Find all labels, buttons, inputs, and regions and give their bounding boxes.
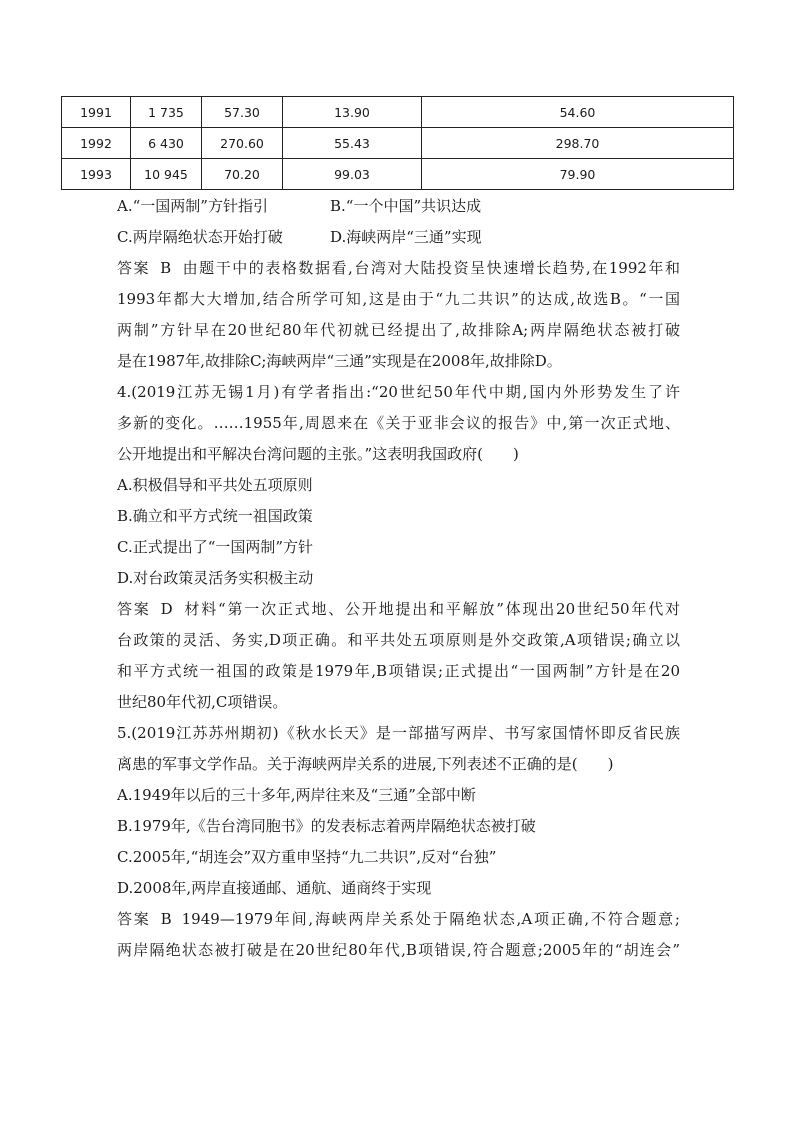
table-cell: 70.20 bbox=[202, 159, 283, 190]
table-cell: 1993 bbox=[62, 159, 131, 190]
q5-option-c: C.2005年,“胡连会”双方重申坚持“九二共识”,反对“台独” bbox=[117, 848, 497, 866]
table-cell: 57.30 bbox=[202, 97, 283, 128]
table-cell: 79.90 bbox=[422, 159, 734, 190]
q4-option-c: C.正式提出了“一国两制”方针 bbox=[117, 538, 314, 556]
table-cell: 298.70 bbox=[422, 128, 734, 159]
q4-answer bbox=[117, 599, 680, 619]
q4-stem-line: 4.(2019江苏无锡1月)有学者指出:“20世纪50年代中期,国内外形势发生了许 bbox=[117, 383, 680, 401]
table-cell: 1992 bbox=[62, 128, 131, 159]
q3-explain-line: 是在1987年,故排除C;海峡两岸“三通”实现是在2008年,故排除D。 bbox=[117, 352, 562, 370]
table-row bbox=[62, 128, 734, 159]
answer-key: B bbox=[160, 259, 172, 277]
q3-answer bbox=[117, 258, 680, 278]
table-cell: 54.60 bbox=[422, 97, 734, 128]
q4-option-a: A.积极倡导和平共处五项原则 bbox=[117, 476, 313, 494]
table-cell: 1 735 bbox=[131, 97, 202, 128]
q4-stem-line: 多新的变化。……1955年,周恩来在《关于亚非会议的报告》中,第一次正式地、 bbox=[117, 414, 680, 432]
q5-stem-line: 5.(2019江苏苏州期初)《秋水长天》是一部描写两岸、书写家国情怀即反省民族 bbox=[117, 724, 680, 742]
table-cell: 270.60 bbox=[202, 128, 283, 159]
table-cell: 6 430 bbox=[131, 128, 202, 159]
answer-explanation: 由题干中的表格数据看,台湾对大陆投资呈快速增长趋势,在1992年和 bbox=[181, 259, 680, 277]
q4-explain-line: 台政策的灵活、务实,D项正确。和平共处五项原则是外交政策,A项错误;确立以 bbox=[117, 631, 680, 649]
q4-option-b: B.确立和平方式统一祖国政策 bbox=[117, 507, 313, 525]
table-cell: 13.90 bbox=[283, 97, 422, 128]
q5-stem-line: 离患的军事文学作品。关于海峡两岸关系的进展,下列表述不正确的是( ) bbox=[117, 755, 614, 773]
q5-explain-line: 两岸隔绝状态被打破是在20世纪80年代,B项错误,符合题意;2005年的“胡连会” bbox=[117, 941, 680, 959]
table-row bbox=[62, 159, 734, 190]
answer-explanation: 1949—1979年间,海峡两岸关系处于隔绝状态,A项正确,不符合题意; bbox=[181, 910, 680, 928]
q3-option-d: D.海峡两岸“三通”实现 bbox=[330, 228, 482, 246]
q4-explain-line: 世纪80年代初,C项错误。 bbox=[117, 693, 288, 711]
investment-table bbox=[61, 96, 734, 190]
table-row bbox=[62, 97, 734, 128]
table-cell: 1991 bbox=[62, 97, 131, 128]
q3-explain-line: 两制”方针早在20世纪80年代初就已经提出了,故排除A;两岸隔绝状态被打破 bbox=[117, 321, 680, 339]
q3-option-a: A.“一国两制”方针指引 bbox=[117, 197, 268, 215]
q5-option-a: A.1949年以后的三十多年,两岸往来及“三通”全部中断 bbox=[117, 786, 476, 804]
q3-option-c: C.两岸隔绝状态开始打破 bbox=[117, 228, 283, 246]
q5-option-d: D.2008年,两岸直接通邮、通航、通商终于实现 bbox=[117, 879, 432, 897]
answer-explanation: 材料“第一次正式地、公开地提出和平解放”体现出20世纪50年代对 bbox=[182, 600, 680, 618]
answer-label: 答案 bbox=[117, 600, 151, 618]
answer-label: 答案 bbox=[117, 910, 151, 928]
answer-key: B bbox=[160, 910, 172, 928]
q4-option-d: D.对台政策灵活务实积极主动 bbox=[117, 569, 314, 587]
q5-answer bbox=[117, 909, 680, 929]
answer-key: D bbox=[160, 600, 173, 618]
q3-option-b: B.“一个中国”共识达成 bbox=[330, 197, 482, 215]
table-cell: 10 945 bbox=[131, 159, 202, 190]
answer-label: 答案 bbox=[117, 259, 151, 277]
table-cell: 99.03 bbox=[283, 159, 422, 190]
q4-stem-line: 公开地提出和平解决台湾问题的主张。”这表明我国政府( ) bbox=[117, 445, 519, 463]
q5-option-b: B.1979年,《告台湾同胞书》的发表标志着两岸隔绝状态被打破 bbox=[117, 817, 536, 835]
table-cell: 55.43 bbox=[283, 128, 422, 159]
q4-explain-line: 和平方式统一祖国的政策是1979年,B项错误;正式提出“一国两制”方针是在20 bbox=[117, 662, 680, 680]
q3-explain-line: 1993年都大大增加,结合所学可知,这是由于“九二共识”的达成,故选B。“一国 bbox=[117, 290, 680, 308]
